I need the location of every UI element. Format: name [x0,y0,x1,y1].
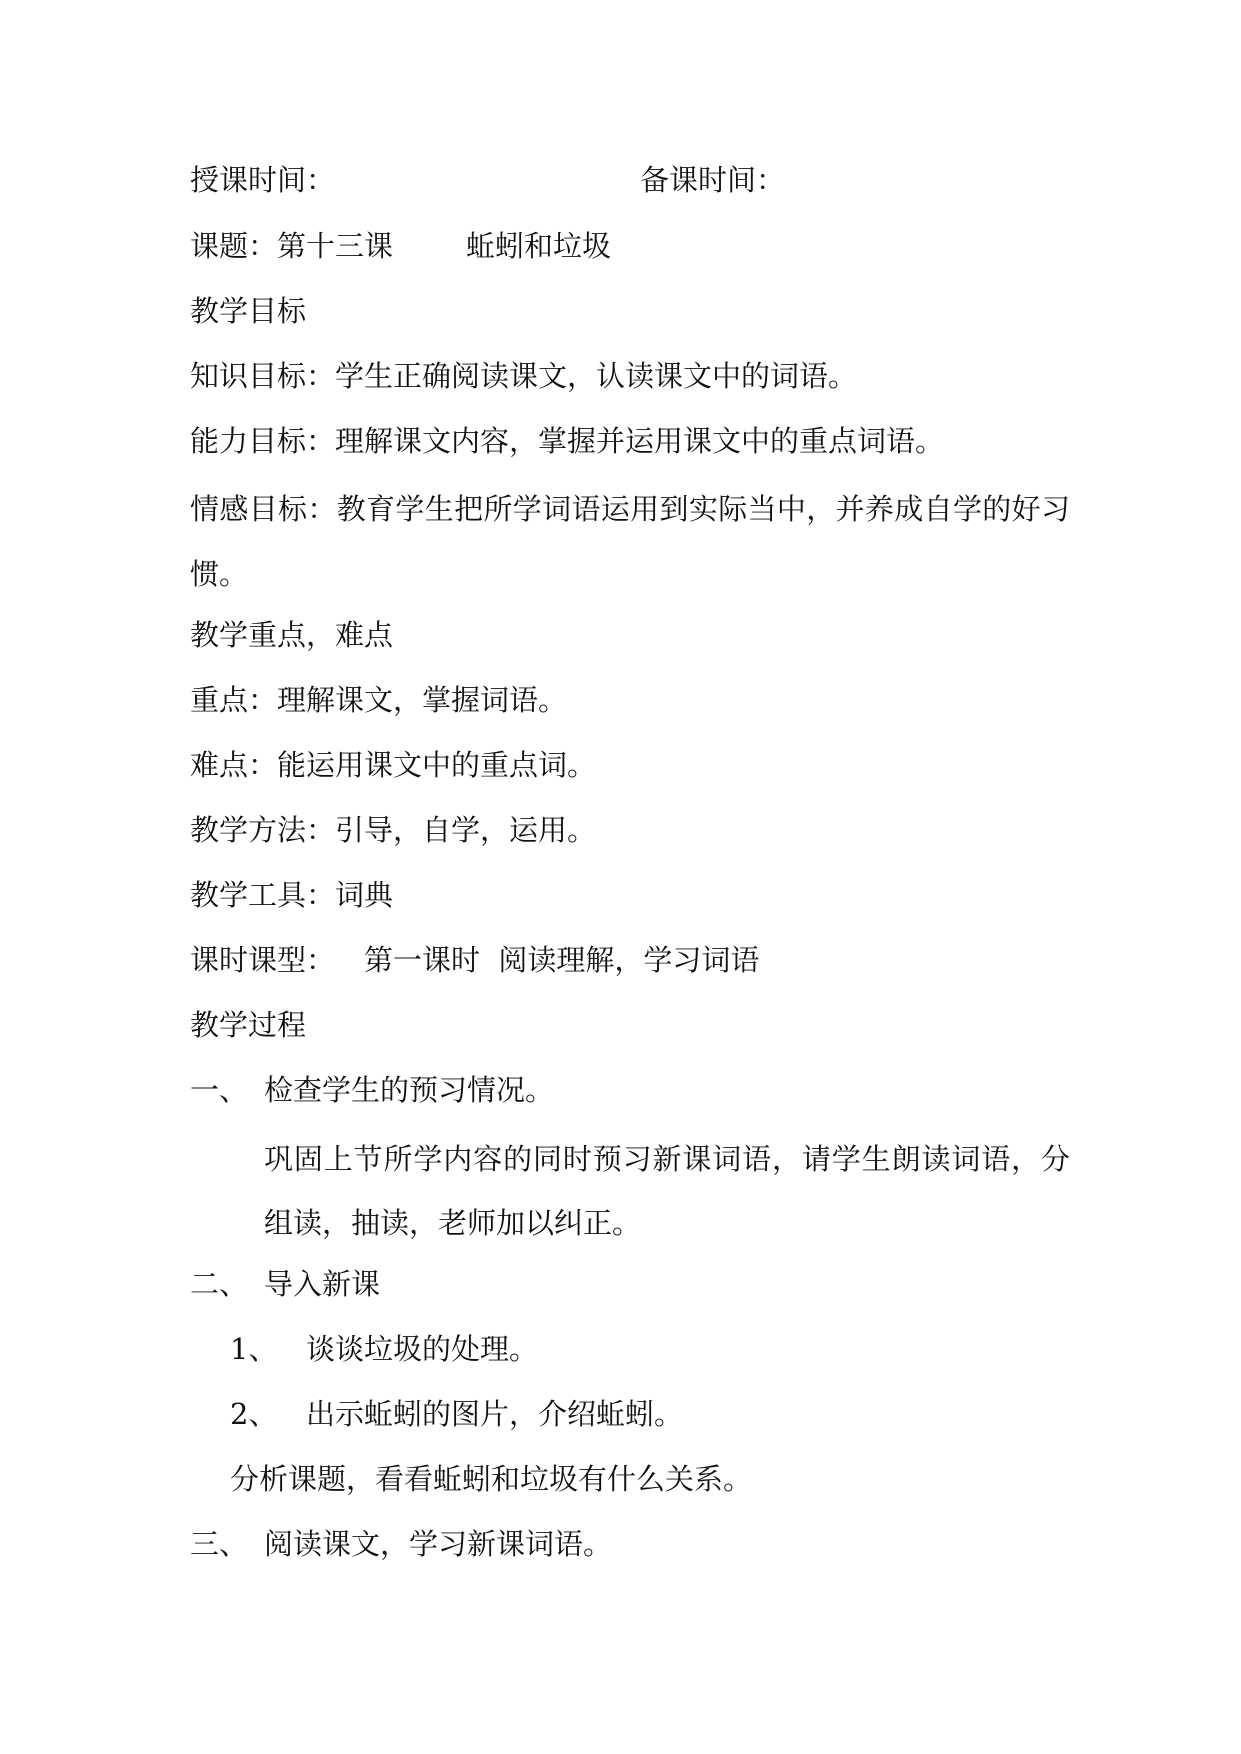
emotion-objective: 情感目标：教育学生把所学词语运用到实际当中，并养成自学的好习惯。 [190,492,1070,591]
lesson-type-label: 课时课型： [190,943,336,977]
step-1-title: 检查学生的预习情况。 [264,1073,555,1107]
step-2-title: 导入新课 [264,1267,381,1301]
step-2-item-2-marker: 2、 [230,1397,278,1431]
topic-title: 蚯蚓和垃圾 [466,229,612,263]
step-3-marker: 三、 [190,1527,249,1561]
teach-time-label: 授课时间： [190,163,336,197]
prep-time-label: 备课时间： [640,163,786,197]
step-2-item-1-text: 谈谈垃圾的处理。 [306,1332,539,1366]
topic-label: 课题：第十三课 [190,229,394,263]
step-1-body: 巩固上节所学内容的同时预习新课词语，请学生朗读词语，分组读，抽读，老师加以纠正。 [264,1142,1070,1240]
step-2-marker: 二、 [190,1267,249,1301]
document-page: 授课时间： 备课时间： 课题：第十三课 蚯蚓和垃圾 教学目标 知识目标：学生正确阅读课文，认读课文中的词语。 能力目标：理解课文内容，掌握并运用课文中的重点词语。 情感目标：教育学生把所学词语运用到实际当中，并养成自学的好习惯。 教学重点，难点 重点：理解课文，掌握词语。 难点：能运用课文中的重点词。 教学方法：引导，自学，运用。 教学工具：词典 课时课型： 第一课时 阅读理解，学习词语 教学过程 一、 检查学生的预习情况。 巩固上节所学内容的同时预习新课词语，请学生朗读词语，分组读，抽读，老师加以纠正。 二、 导入新课 1、 谈谈垃圾的处理。 2、 出示蚯蚓的图片，介绍蚯蚓。 分析课题，看看蚯蚓和垃圾有什么关系。 三、 阅读课文，学习新课词语。 [190,163,1070,1561]
step-3-title: 阅读课文，学习新课词语。 [264,1527,613,1561]
lesson-type-value: 第一课时 阅读理解，学习词语 [364,943,760,977]
step-1-marker: 一、 [190,1073,249,1107]
step-2-item-2-text: 出示蚯蚓的图片，介绍蚯蚓。 [306,1397,684,1431]
step-2-item-1-marker: 1、 [230,1332,278,1366]
